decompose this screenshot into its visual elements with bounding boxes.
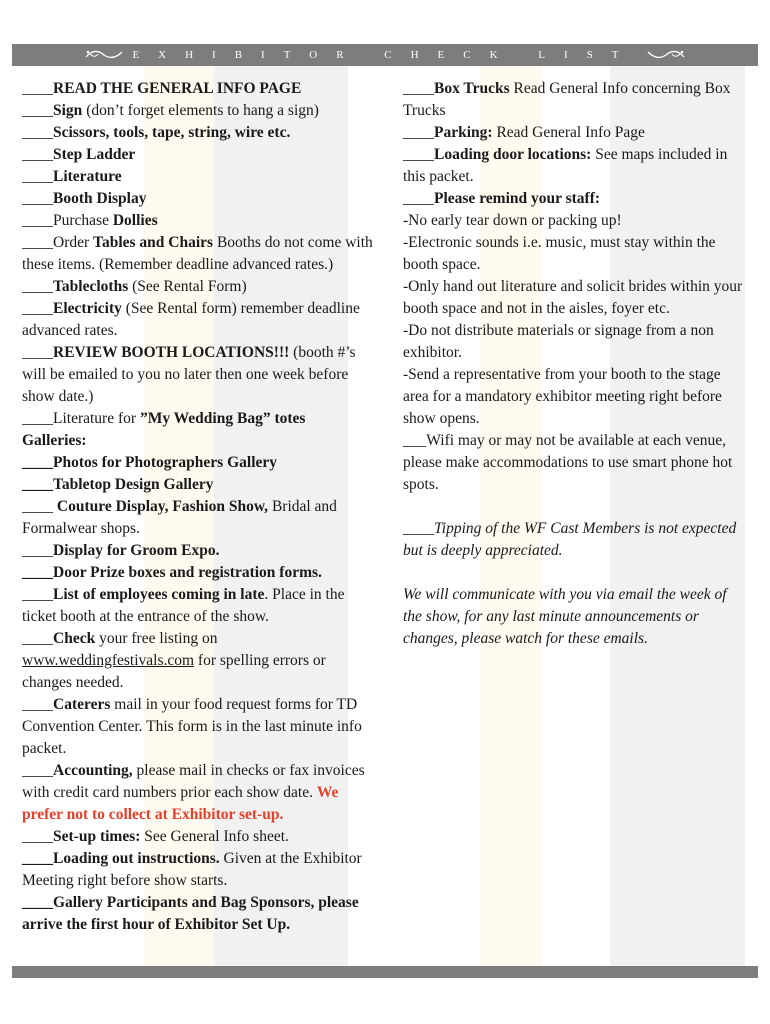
checklist-item	[22, 122, 374, 144]
item-label: Literature	[53, 168, 122, 185]
page-title: EXHIBITOR CHECK LIST	[132, 49, 638, 61]
blank-line: ____	[403, 146, 434, 163]
item-label: Loading out instructions.	[53, 850, 220, 867]
blank-line: ____	[22, 542, 53, 559]
item-label: Parking:	[434, 124, 493, 141]
checklist-item	[22, 342, 374, 408]
reminder-item: -Only hand out literature and solicit brides within your booth space and not in the aisles, foyer etc.	[403, 278, 743, 317]
checklist-item	[22, 166, 374, 188]
checklist-item	[22, 760, 374, 826]
blank-line: ____	[22, 586, 53, 603]
checklist-item	[22, 452, 374, 474]
left-checklist	[22, 78, 374, 936]
item-label: Gallery Participants and Bag Sponsors, please arrive the first hour of Exhibitor Set Up.	[22, 894, 359, 933]
item-label: Tablecloths	[53, 278, 129, 295]
blank-line: ____	[22, 146, 53, 163]
reminder-item: -Send a representative from your booth to the stage area for a mandatory exhibitor meeting right before show opens.	[403, 366, 722, 427]
checklist-item	[22, 584, 374, 628]
item-label: Box Trucks	[434, 80, 510, 97]
blank-line: ____	[22, 564, 53, 581]
blank-line: ____	[22, 498, 53, 515]
checklist-item	[22, 848, 374, 892]
item-label: Please remind your staff:	[434, 190, 601, 207]
item-label: Tabletop Design Gallery	[53, 476, 214, 493]
blank-line: ____	[403, 80, 434, 97]
checklist-item	[22, 100, 374, 122]
blank-line: ____	[22, 410, 53, 427]
blank-line: ____	[22, 454, 53, 471]
checklist-item	[22, 298, 374, 342]
item-label: Set-up times:	[53, 828, 141, 845]
checklist-item	[403, 122, 748, 144]
blank-line: ____	[22, 828, 53, 845]
blank-line: ____	[22, 696, 53, 713]
item-label: Check	[53, 630, 96, 647]
item-text: Booths do not come with these items. (Remember deadline advanced rates.)	[22, 234, 373, 273]
item-text: for spelling errors or changes needed.	[22, 652, 326, 691]
checklist-item	[22, 826, 374, 848]
checklist-item	[22, 474, 374, 496]
blank-line: ____	[22, 300, 53, 317]
item-label: Step Ladder	[53, 146, 136, 163]
checklist-item	[22, 892, 374, 936]
item-text: See General Info sheet.	[140, 828, 289, 845]
checklist-item	[22, 562, 374, 584]
item-text: Bridal and Formalwear shops.	[22, 498, 337, 537]
item-text: Read General Info Page	[492, 124, 645, 141]
checklist-item	[22, 628, 374, 694]
email-note: We will communicate with you via email the week of the show, for any last minute announcements or changes, please watch for these emails.	[403, 586, 727, 647]
checklist-item	[22, 232, 374, 276]
item-label: Sign	[53, 102, 83, 119]
item-label: Photos for Photographers Gallery	[53, 454, 278, 471]
item-text: please mail in checks or fax invoices with credit card numbers prior each show date.	[22, 762, 365, 801]
footer-bar	[12, 966, 758, 978]
blank-line: ____	[22, 102, 53, 119]
blank-line: ____	[22, 80, 53, 97]
blank-line: ____	[403, 190, 434, 207]
blank-line: ____	[22, 476, 53, 493]
reminder-item: -No early tear down or packing up!	[403, 212, 622, 229]
right-checklist	[403, 78, 748, 650]
blank-line: ____	[22, 190, 53, 207]
item-label: Loading door locations:	[434, 146, 592, 163]
warning-text: We prefer not to collect at Exhibitor set-up.	[22, 784, 339, 823]
item-label: List of employees coming in late	[53, 586, 265, 603]
checklist-item	[403, 188, 748, 210]
checklist-item	[22, 188, 374, 210]
reminder-item: -Do not distribute materials or signage from a non exhibitor.	[403, 322, 714, 361]
blank-line: ____	[22, 278, 53, 295]
checklist-item	[22, 276, 374, 298]
blank-line: ____	[22, 212, 53, 229]
item-text: (don’t forget elements to hang a sign)	[82, 102, 319, 119]
item-label: Galleries:	[22, 432, 87, 449]
item-label: Electricity	[53, 300, 122, 317]
item-text: . Place in the ticket booth at the entrance of the show.	[22, 586, 345, 625]
blank-line: ____	[22, 234, 53, 251]
item-label: ”My Wedding Bag” totes	[139, 410, 306, 427]
item-text: mail in your food request forms for TD Convention Center. This form is in the last minute info packet.	[22, 696, 362, 757]
item-text: your free listing on	[95, 630, 218, 647]
item-text: (booth #’s will be emailed to you no later then one week before show date.)	[22, 344, 356, 405]
item-label: Display for Groom Expo.	[53, 542, 220, 559]
item-text: Order	[53, 234, 94, 251]
swirl-ornament-icon	[646, 48, 686, 62]
blank-line: ____	[22, 894, 53, 911]
item-label: Scissors, tools, tape, string, wire etc.	[53, 124, 291, 141]
item-label: Tables and Chairs	[93, 234, 214, 251]
blank-line: ____	[22, 124, 53, 141]
item-label: Dollies	[112, 212, 158, 229]
checklist-item	[22, 408, 374, 430]
item-text: (See Rental form) remember deadline advanced rates.	[22, 300, 360, 339]
item-text: Given at the Exhibitor Meeting right before show starts.	[22, 850, 362, 889]
checklist-item: ___Wifi may or may not be available at each venue, please make accommodations to use smart phone hot spots.	[403, 432, 733, 493]
item-label: Door Prize boxes and registration forms.	[53, 564, 322, 581]
item-label: Accounting,	[53, 762, 133, 779]
blank-line: ____	[403, 124, 434, 141]
item-label: READ THE GENERAL INFO PAGE	[53, 80, 302, 97]
blank-line: ____	[22, 630, 53, 647]
website-link[interactable]: www.weddingfestivals.com	[22, 652, 195, 669]
checklist-item	[403, 78, 748, 122]
item-label: REVIEW BOOTH LOCATIONS!!!	[53, 344, 290, 361]
blank-line: ____	[22, 850, 53, 867]
section-heading	[22, 430, 374, 452]
checklist-item	[22, 144, 374, 166]
checklist-item	[403, 144, 748, 188]
blank-line: ____	[22, 168, 53, 185]
item-text: (See Rental Form)	[128, 278, 247, 295]
header-bar	[12, 44, 758, 66]
checklist-item	[22, 496, 374, 540]
checklist-item	[22, 694, 374, 760]
tipping-note: ____Tipping of the WF Cast Members is not expected but is deeply appreciated.	[403, 520, 737, 559]
item-label: Booth Display	[53, 190, 147, 207]
reminder-item: -Electronic sounds i.e. music, must stay within the booth space.	[403, 234, 716, 273]
checklist-item	[22, 540, 374, 562]
item-text: See maps included in this packet.	[403, 146, 728, 185]
item-label: Couture Display, Fashion Show,	[53, 498, 269, 515]
checklist-item	[22, 78, 374, 100]
item-text: Purchase	[53, 212, 113, 229]
blank-line: ____	[22, 344, 53, 361]
checklist-item	[22, 210, 374, 232]
swirl-ornament-icon	[84, 48, 124, 62]
item-text: Read General Info concerning Box Trucks	[403, 80, 731, 119]
item-text: Literature for	[53, 410, 140, 427]
blank-line: ____	[22, 762, 53, 779]
item-label: Caterers	[53, 696, 111, 713]
